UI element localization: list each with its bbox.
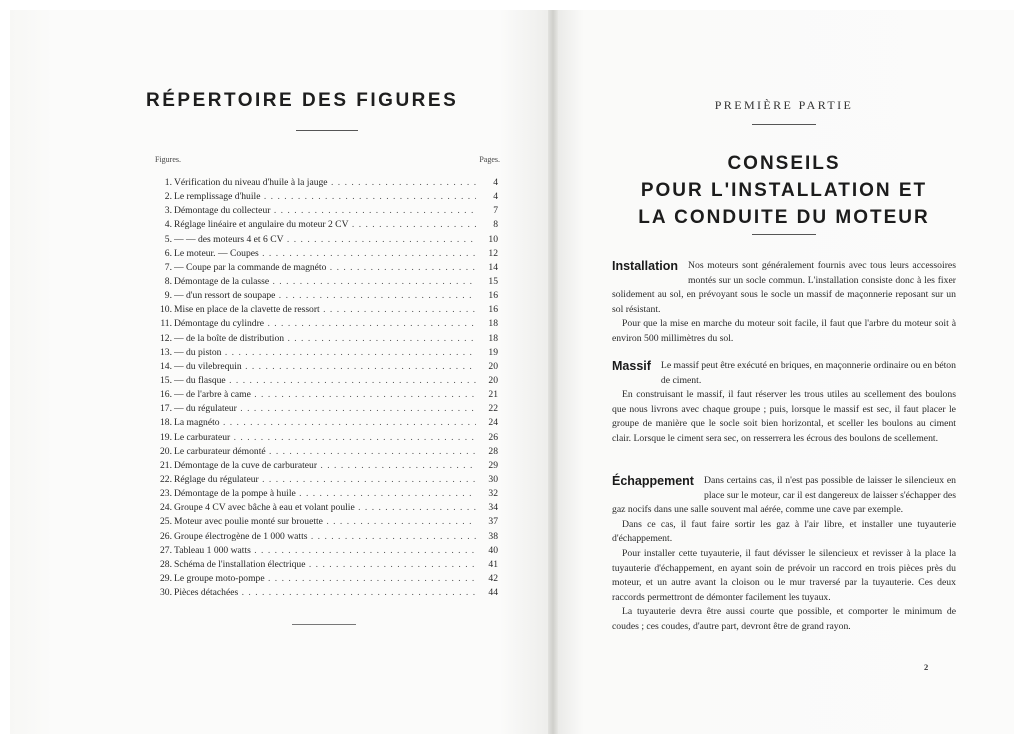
- figure-title: Groupe 4 CV avec bâche à eau et volant poulie . . .: [174, 501, 476, 515]
- figure-entry: [152, 360, 498, 374]
- figure-title: Le remplissage d'huile . . .: [174, 190, 476, 204]
- figure-title: Réglage du régulateur . . .: [174, 473, 476, 487]
- figure-page: 18: [488, 332, 498, 344]
- figure-page: 20: [488, 360, 498, 372]
- figure-entry: [152, 190, 498, 204]
- figure-number: 23.: [160, 488, 172, 500]
- figure-number: 21.: [160, 459, 172, 471]
- figure-title: — Coupe par la commande de magnéto . . .: [174, 261, 476, 275]
- figure-title: Vérification du niveau d'huile à la jauge . . .: [174, 176, 476, 190]
- figure-entry: [152, 303, 498, 317]
- figure-page: 18: [488, 318, 498, 330]
- figure-page: 32: [488, 488, 498, 500]
- figure-number: 2.: [164, 191, 172, 203]
- section-massif: [612, 359, 956, 447]
- figure-page: 26: [488, 431, 498, 443]
- figure-number: 8.: [164, 275, 172, 287]
- figure-number: 22.: [160, 473, 172, 485]
- figure-number: 18.: [160, 417, 172, 429]
- figure-entry: [152, 332, 498, 346]
- pages-column-heading: Pages.: [479, 155, 500, 164]
- figure-entry: [152, 487, 498, 501]
- figure-title: Le groupe moto-pompe . . .: [174, 572, 476, 586]
- figure-number: 16.: [160, 389, 172, 401]
- figure-entry: [152, 247, 498, 261]
- figure-title: Démontage du cylindre . . .: [174, 317, 476, 331]
- chapter-title-line: LA CONDUITE DU MOTEUR: [638, 207, 930, 228]
- figure-entry: [152, 317, 498, 331]
- paragraph: Pour que la mise en marche du moteur soit facile, il faut que l'arbre du moteur soit à environ 500 millimètres du sol.: [612, 318, 956, 344]
- figure-title: Mise en place de la clavette de ressort . . .: [174, 303, 476, 317]
- figure-title: — du régulateur . . .: [174, 402, 476, 416]
- figure-title: — du piston . . .: [174, 346, 476, 360]
- figure-page: 15: [488, 275, 498, 287]
- figure-title: — — des moteurs 4 et 6 CV . . .: [174, 233, 476, 247]
- part-rule: [752, 124, 816, 125]
- column-headings: [155, 155, 500, 167]
- paragraph: La tuyauterie devra être aussi courte que possible, et comporter le minimum de coudes ; ces coudes, d'autre part, devront être de grand rayon.: [612, 606, 956, 632]
- figure-entry: [152, 459, 498, 473]
- figure-entry: [152, 515, 498, 529]
- figure-entry: [152, 204, 498, 218]
- section-heading: Échappement: [612, 474, 694, 488]
- figure-entry: [152, 218, 498, 232]
- figure-number: 7.: [164, 261, 172, 273]
- figure-entry: [152, 261, 498, 275]
- figure-title: Réglage linéaire et angulaire du moteur 2 CV . . .: [174, 218, 476, 232]
- figure-page: 24: [488, 417, 498, 429]
- figure-number: 30.: [160, 587, 172, 599]
- paragraph: Dans ce cas, il faut faire sortir les gaz à l'air libre, et installer une tuyauterie d'échappement.: [612, 518, 956, 545]
- figure-entry: [152, 275, 498, 289]
- figure-title: Le moteur. — Coupes . . .: [174, 247, 476, 261]
- figure-title: — de la boîte de distribution . . .: [174, 332, 476, 346]
- chapter-rule: [752, 234, 816, 235]
- chapter-title-line: CONSEILS: [727, 153, 841, 174]
- figure-entry: [152, 501, 498, 515]
- paragraph: Pour installer cette tuyauterie, il faut dévisser le silencieux et revisser à la place la tuyauterie d'échappement, en ayant soin de prévoir un raccord en trois pièces près du moteur, et un autre avant la cloison ou le mur traversé par la tuyauterie. Ces deux raccords permettront de démonter facilement les tuyaux.: [612, 547, 956, 603]
- figure-number: 4.: [164, 219, 172, 231]
- figure-number: 28.: [160, 558, 172, 570]
- figure-entry: [152, 530, 498, 544]
- figure-title: La magnéto . . .: [174, 416, 476, 430]
- figure-number: 17.: [160, 403, 172, 415]
- figure-title: Moteur avec poulie monté sur brouette . . .: [174, 515, 476, 529]
- figure-entry: [152, 572, 498, 586]
- figure-number: 27.: [160, 544, 172, 556]
- figure-page: 12: [488, 247, 498, 259]
- figure-page: 28: [488, 445, 498, 457]
- figure-title: Tableau 1 000 watts . . .: [174, 544, 476, 558]
- page-number: 2: [924, 662, 929, 672]
- figure-number: 29.: [160, 572, 172, 584]
- figure-number: 20.: [160, 445, 172, 457]
- figure-title: Pièces détachées . . .: [174, 586, 476, 600]
- figure-entry: [152, 346, 498, 360]
- figure-entry: [152, 544, 498, 558]
- figure-page: 40: [488, 544, 498, 556]
- paragraph: Dans certains cas, il n'est pas possible de laisser le silencieux en place sur le moteur, car il est dangereux de laisser s'échapper des gaz nocifs dans une salle souvent mal aérée, comme une cave par exemple.: [612, 475, 956, 516]
- title-rule: [296, 130, 358, 131]
- figure-page: 41: [488, 558, 498, 570]
- figure-page: 20: [488, 374, 498, 386]
- figures-column-heading: Figures.: [155, 155, 181, 164]
- figure-page: 38: [488, 530, 498, 542]
- section-echappement: [612, 474, 956, 635]
- figure-entry: [152, 289, 498, 303]
- figure-entry: [152, 176, 498, 190]
- figure-title: Démontage de la pompe à huile . . .: [174, 487, 476, 501]
- figure-entry: [152, 586, 498, 600]
- figure-number: 24.: [160, 502, 172, 514]
- figure-number: 3.: [164, 205, 172, 217]
- figure-number: 14.: [160, 360, 172, 372]
- figure-entry: [152, 402, 498, 416]
- figure-page: 37: [488, 516, 498, 528]
- figure-page: 4: [493, 177, 498, 188]
- figure-entry: [152, 388, 498, 402]
- figure-page: 7: [493, 205, 498, 217]
- figure-number: 9.: [164, 290, 172, 302]
- figure-number: 15.: [160, 374, 172, 386]
- section-installation: [612, 259, 956, 347]
- figure-page: 44: [488, 587, 498, 599]
- figure-number: 6.: [164, 247, 172, 259]
- section-heading: Massif: [612, 359, 651, 373]
- figure-page: 4: [493, 191, 498, 203]
- figure-page: 42: [488, 572, 498, 584]
- figure-entry: [152, 473, 498, 487]
- figure-title: Groupe électrogène de 1 000 watts . . .: [174, 530, 476, 544]
- figure-number: 25.: [160, 516, 172, 528]
- chapter-title: [608, 150, 960, 231]
- chapter-title-line: POUR L'INSTALLATION ET: [640, 180, 928, 201]
- figure-number: 11.: [160, 318, 172, 330]
- figure-title: — du flasque . . .: [174, 374, 476, 388]
- figure-number: 13.: [160, 346, 172, 358]
- figure-number: 10.: [160, 304, 172, 316]
- figures-list: [152, 176, 498, 600]
- figure-title: Schéma de l'installation électrique . . .: [174, 558, 476, 572]
- figure-page: 34: [488, 502, 498, 514]
- section-heading: Installation: [612, 259, 678, 273]
- figure-number: 26.: [160, 530, 172, 542]
- figure-page: 19: [488, 346, 498, 358]
- figure-title: Le carburateur démonté . . .: [174, 445, 476, 459]
- figure-page: 29: [488, 459, 498, 471]
- figure-page: 16: [488, 290, 498, 302]
- figure-title: Démontage du collecteur . . .: [174, 204, 476, 218]
- figures-index-title: RÉPERTOIRE DES FIGURES: [146, 90, 459, 111]
- part-heading: PREMIÈRE PARTIE: [714, 98, 854, 112]
- figure-page: 8: [493, 219, 498, 231]
- figure-title: — du vilebrequin . . .: [174, 360, 476, 374]
- figure-number: 19.: [160, 431, 172, 443]
- paragraph: Nos moteurs sont généralement fournis avec tous leurs accessoires montés sur un socle commun. L'installation consiste donc à les fixer solidement au sol, en prévoyant sous le socle un massif de maçonnerie reposant sur un sol résistant.: [612, 260, 956, 315]
- figure-title: Le carburateur . . .: [174, 431, 476, 445]
- figure-title: — d'un ressort de soupape . . .: [174, 289, 476, 303]
- figure-entry: [152, 374, 498, 388]
- book-spine: [548, 10, 558, 734]
- figure-title: — de l'arbre à came . . .: [174, 388, 476, 402]
- figure-entry: [152, 431, 498, 445]
- figure-entry: [152, 416, 498, 430]
- figure-page: 30: [488, 473, 498, 485]
- figure-number: 1.: [164, 177, 172, 188]
- figure-page: 22: [488, 403, 498, 415]
- figure-page: 21: [488, 389, 498, 401]
- figure-entry: [152, 558, 498, 572]
- figure-number: 12.: [160, 332, 172, 344]
- figure-page: 16: [488, 304, 498, 316]
- figure-entry: [152, 233, 498, 247]
- end-ornament: [292, 624, 356, 625]
- figure-page: 10: [488, 233, 498, 245]
- figure-title: Démontage de la cuve de carburateur . . .: [174, 459, 476, 473]
- paragraph: Le massif peut être exécuté en briques, en maçonnerie ordinaire ou en béton de ciment.: [660, 360, 956, 386]
- figure-entry: [152, 445, 498, 459]
- figure-title: Démontage de la culasse . . .: [174, 275, 476, 289]
- paragraph: En construisant le massif, il faut réserver les trous utiles au scellement des boulons que nous livrons avec chaque groupe ; puis, lorsque le massif est sec, il faut placer le groupe de manière que le socle soit bien horizontal, et sceller les boulons au ciment clair. Lorsque le ciment sera sec, on resserrera les écrous des boulons de scellement.: [612, 389, 956, 444]
- figure-number: 5.: [164, 233, 172, 245]
- figure-page: 14: [488, 261, 498, 273]
